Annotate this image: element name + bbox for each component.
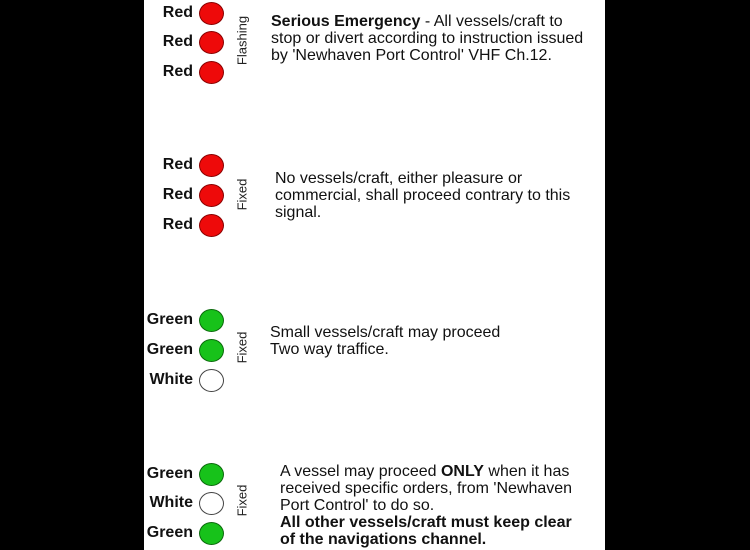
description-bold: of the navigations channel. [280,531,487,548]
description-text: Small vessels/craft may proceed [270,324,501,341]
light-label: Red [162,216,193,233]
description-text: stop or divert according to instruction issued [271,30,584,47]
red-light-icon [199,184,224,207]
light-label: Red [162,156,193,173]
signal-mode-label: Fixed [234,178,250,211]
description-text: - All vessels/craft to [420,13,563,30]
light-label: Green [146,341,193,358]
white-light-icon [199,492,224,515]
signal-description [270,324,500,358]
description-text: A vessel may proceed [280,463,441,480]
green-light-icon [199,522,224,545]
description-bold: ONLY [440,463,484,480]
signal-mode-label: Fixed [234,484,250,517]
light-label: Red [162,63,193,80]
white-light-icon [199,369,224,392]
light-label: White [149,494,193,511]
description-bold: All other vessels/craft must keep clear [280,514,572,531]
light-label: Green [146,311,193,328]
signal-description [280,463,572,548]
signal-mode-label: Fixed [234,331,250,364]
description-text: No vessels/craft, either pleasure or [275,170,523,187]
green-light-icon [199,309,224,332]
light-label: Green [146,524,193,541]
signal-description [275,170,570,221]
red-light-icon [199,61,224,84]
light-label: Red [162,4,193,21]
description-text: by 'Newhaven Port Control' VHF Ch.12. [271,47,552,64]
green-light-icon [199,463,224,486]
green-light-icon [199,339,224,362]
light-label: White [149,371,193,388]
description-text: received specific orders, from 'Newhaven [280,480,573,497]
red-light-icon [199,154,224,177]
description-text: when it has [483,463,570,480]
light-label: Green [146,465,193,482]
description-text: commercial, shall proceed contrary to this [275,187,571,204]
description-text: signal. [275,204,322,221]
signal-description [271,13,583,64]
red-light-icon [199,2,224,25]
light-label: Red [162,33,193,50]
port-signals-panel [144,0,605,550]
description-bold-lead: Serious Emergency [271,13,421,30]
red-light-icon [199,31,224,54]
light-label: Red [162,186,193,203]
signal-mode-label: Flashing [234,15,250,66]
description-text: Port Control' to do so. [280,497,435,514]
red-light-icon [199,214,224,237]
description-text: Two way traffice. [270,341,389,358]
